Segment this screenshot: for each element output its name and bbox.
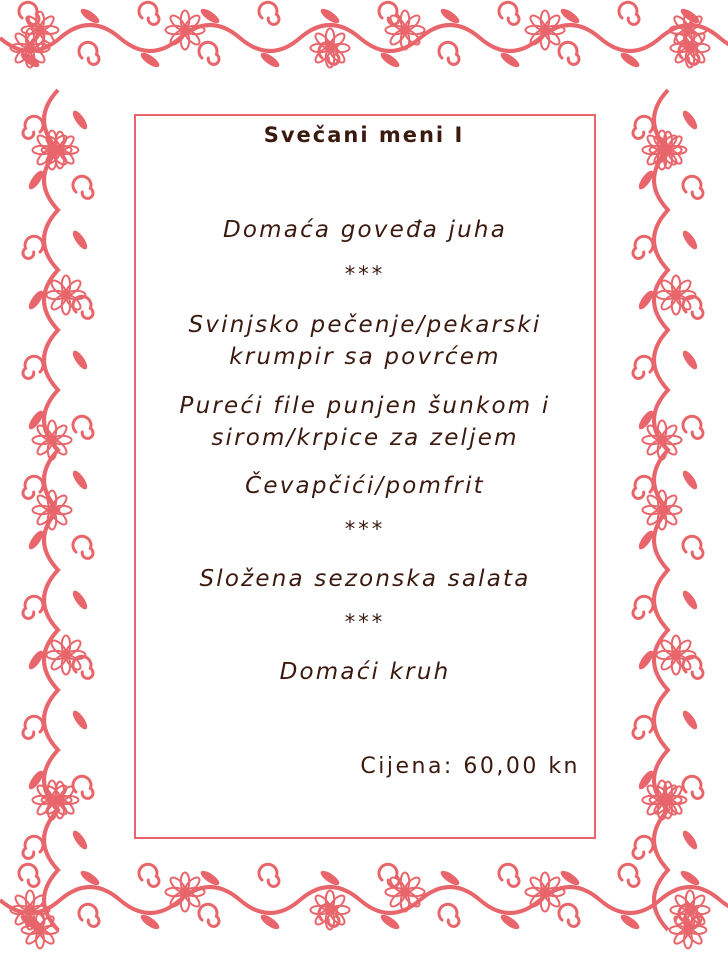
menu-item-turkey-line2: sirom/krpice za zeljem <box>211 425 519 451</box>
menu-separator: *** <box>344 517 386 541</box>
menu-item-turkey-line1: Pureći file punjen šunkom i <box>179 393 551 419</box>
menu-item-bread: Domaći kruh <box>279 659 451 685</box>
menu-price: Cijena: 60,00 kn <box>360 754 580 779</box>
menu-separator: *** <box>344 262 386 286</box>
menu-item-roast-line2: krumpir sa povrćem <box>229 344 501 370</box>
menu-title: Svečani meni I <box>263 123 465 147</box>
menu-separator: *** <box>344 610 386 634</box>
menu-item-roast-line1: Svinjsko pečenje/pekarski <box>188 312 542 338</box>
menu-item-cevapcici: Čevapčići/pomfrit <box>245 473 485 499</box>
menu-item-soup: Domaća goveđa juha <box>222 217 507 243</box>
menu-item-salad: Složena sezonska salata <box>199 566 531 592</box>
